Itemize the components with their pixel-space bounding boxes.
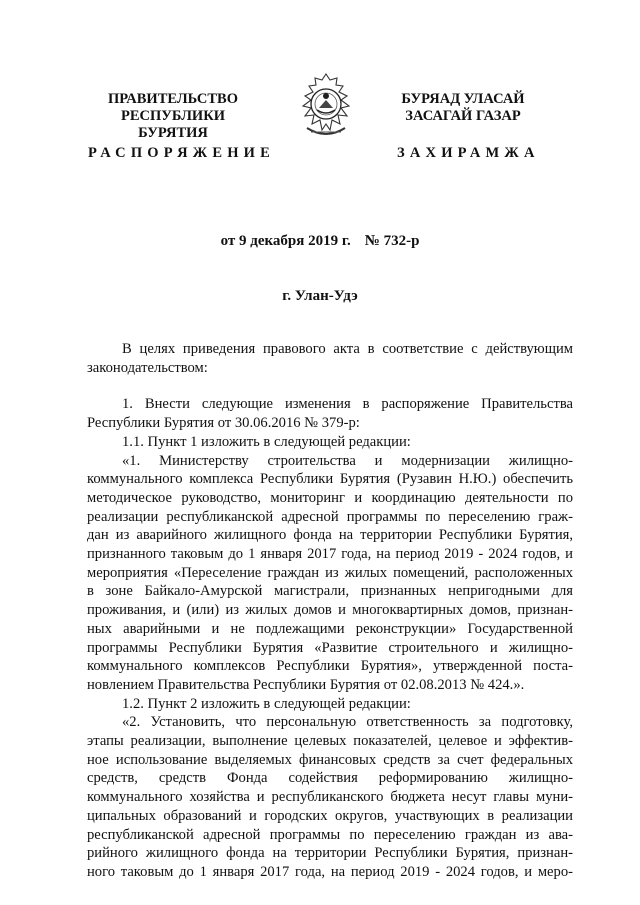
text-line: ного таковым до 1 января 2017 года, на период 2019 - 2024 годов, и меро-: [87, 863, 573, 880]
doc-type-right: ЗАХИРАМЖА: [397, 145, 540, 161]
date-line: [0, 233, 640, 250]
text-line: новлением Правительства Республики Бурятия от 02.08.2013 № 424.».: [87, 676, 525, 693]
text-line: 1. Внести следующие изменения в распоряжение Правительства: [122, 396, 573, 413]
paragraph-1-1: [87, 433, 573, 452]
paragraph-1: [87, 395, 573, 432]
document-date: от 9 декабря 2019 г.: [220, 233, 351, 249]
text-line: этапы реализации, выполнение целевых показателей, целевое и эффектив-: [87, 733, 573, 750]
paragraph-1-2-text: [87, 713, 573, 881]
text-line: коммунального комплексов Республики Бурятия», утвержденной поста-: [87, 658, 573, 675]
text-line: методическое руководство, мониторинг и координацию деятельности по: [87, 489, 573, 506]
text-line: республиканской адресной программы по переселению граждан из ава-: [87, 826, 573, 843]
text-line: В целях приведения правового акта в соответствие с действующим: [122, 341, 573, 357]
city: г. Улан-Удэ: [282, 288, 358, 304]
header-left: [88, 91, 258, 142]
paragraph-1-1-text: [87, 452, 573, 695]
header-right-line2: ЗАСАГАЙ ГАЗАР: [405, 108, 521, 124]
paragraph-intro: [87, 340, 573, 377]
text-line: признанного таковым до 1 января 2017 года, на период 2019 - 2024 годов, и: [87, 546, 573, 563]
text-line: ципальных образований и городских округов, участвующих в реализации: [87, 807, 573, 824]
document-number: № 732-р: [364, 233, 420, 249]
header-right-line1: БУРЯАД УЛАСАЙ: [401, 91, 525, 107]
header-right: [378, 91, 548, 125]
text-line: средств, средств Фонда содействия реформированию жилищно-: [87, 770, 573, 787]
text-line: законодательством:: [87, 359, 208, 376]
text-line: Республики Бурятия от 30.06.2016 № 379-р:: [87, 415, 360, 432]
text-line: программы Республики Бурятия «Развитие строительного и жилищно-: [87, 639, 573, 656]
paragraph-1-2: [87, 695, 573, 714]
text-line: 1.2. Пункт 2 изложить в следующей редакции:: [122, 695, 411, 712]
text-line: «2. Установить, что персональную ответственность за подготовку,: [122, 714, 573, 731]
text-line: ных аварийными и не подлежащими реконструкции» Государственной: [87, 620, 573, 637]
text-line: 1.1. Пункт 1 изложить в следующей редакции:: [122, 433, 411, 450]
header-left-line1: ПРАВИТЕЛЬСТВО: [108, 91, 238, 107]
header-left-line2: РЕСПУБЛИКИ БУРЯТИЯ: [120, 108, 226, 141]
text-line: в зоне Байкало-Амурской магистрали, признанных непригодными для: [87, 583, 573, 600]
text-line: «1. Министерству строительства и модернизации жилищно-: [122, 452, 573, 469]
text-line: проживания, и (или) из жилых домов и многоквартирных домов, признан-: [87, 602, 573, 619]
document-body: [87, 340, 573, 882]
text-line: коммунального хозяйства и республиканского бюджета несут главы муни-: [87, 789, 573, 806]
text-line: ное использование выделяемых финансовых средств за счет федеральных: [87, 751, 573, 768]
text-line: коммунального комплекса Республики Бурятия (Рузавин Н.Ю.) обеспечить: [87, 471, 573, 488]
doc-type-left: РАСПОРЯЖЕНИЕ: [88, 145, 276, 161]
text-line: реализации республиканской адресной программы по переселению граж-: [87, 508, 573, 525]
text-line: мероприятия «Переселение граждан из жилых помещений, расположенных: [87, 564, 573, 581]
coat-of-arms-icon: [297, 72, 355, 142]
text-line: рийного жилищного фонда на территории Республики Бурятия, признан-: [87, 845, 573, 862]
text-line: дан из аварийного жилищного фонда на территории Республики Бурятия,: [87, 527, 573, 544]
